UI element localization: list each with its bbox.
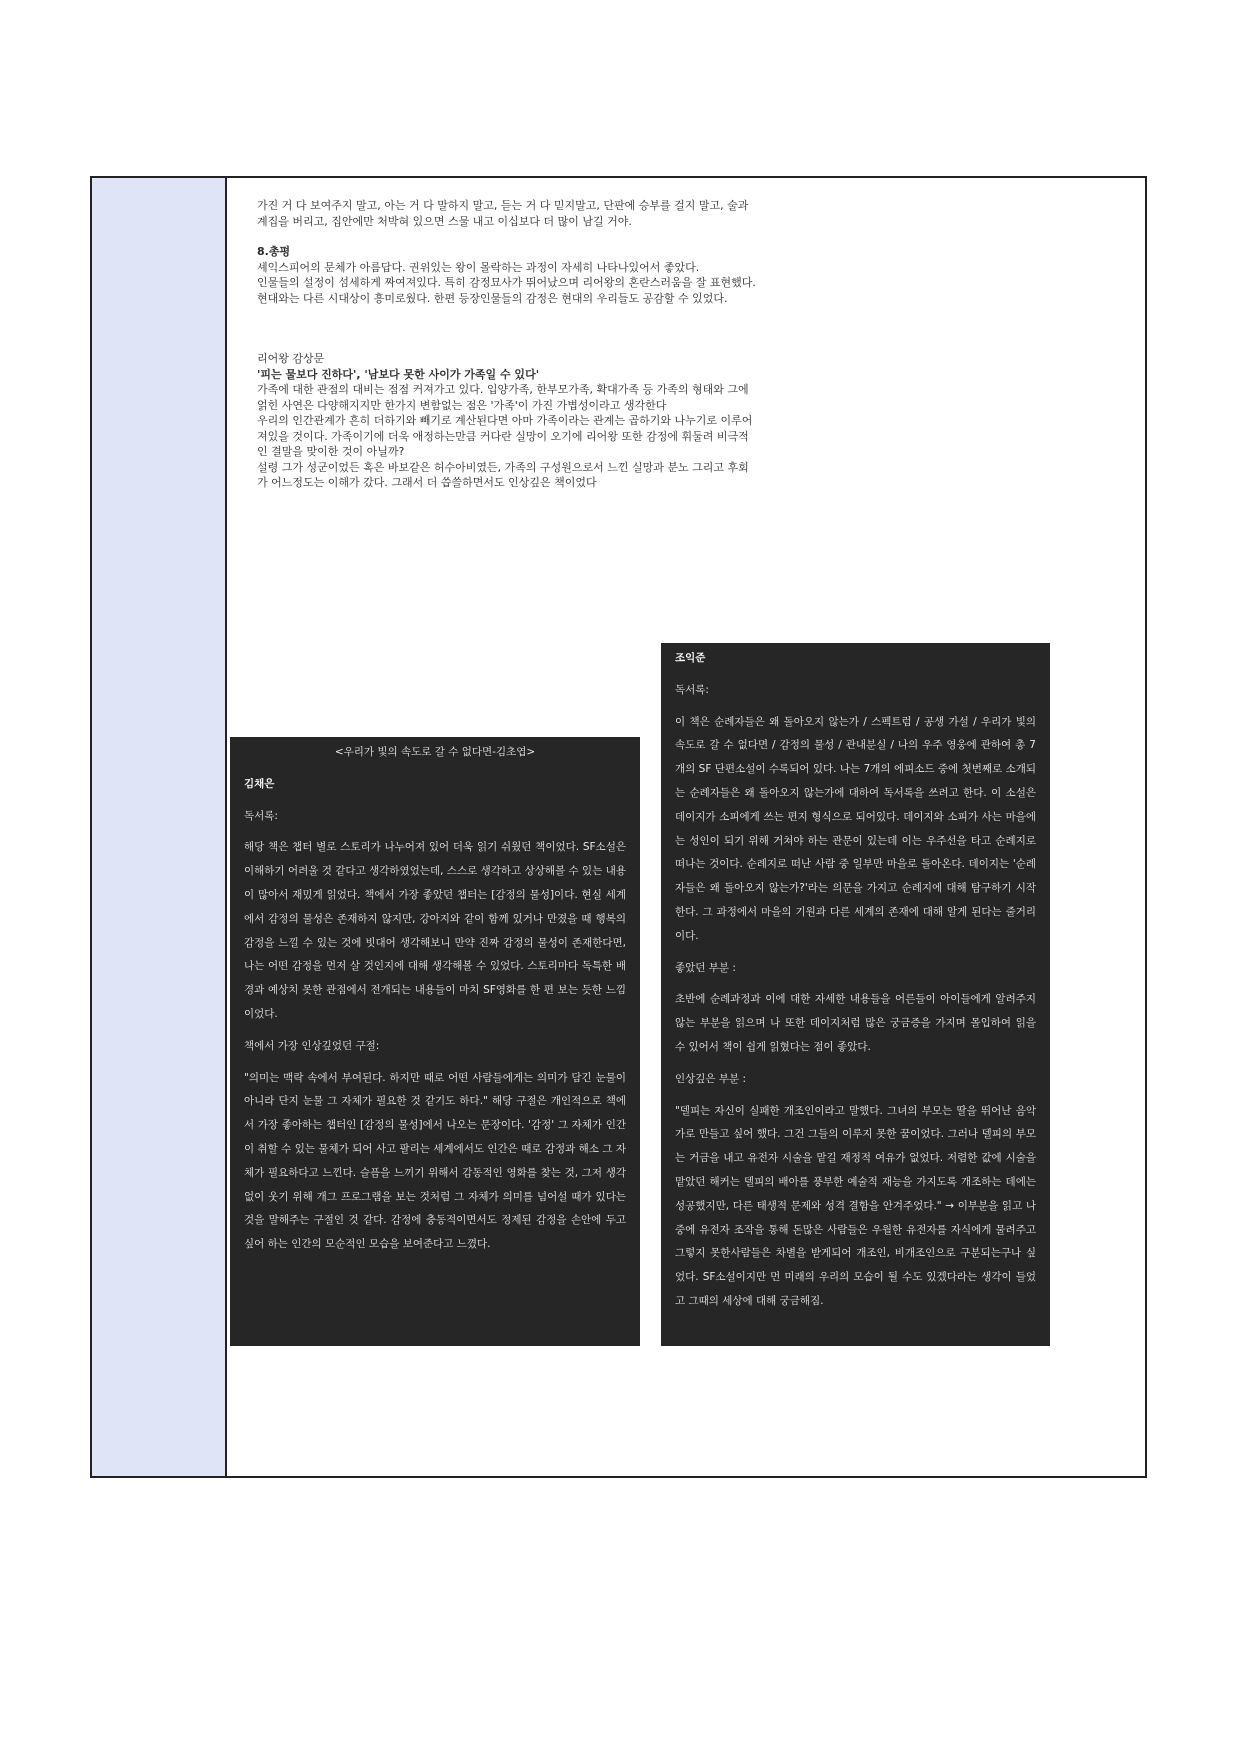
document-frame — [90, 176, 1147, 1478]
book-title: <우리가 빛의 속도로 갈 수 없다면-김초엽> — [334, 746, 536, 758]
record-label: 독서록: — [675, 683, 709, 696]
review-line: 설령 그가 성군이었든 혹은 바보같은 허수아비였든, 가족의 구성원으로서 느낀 실망과 분노 그리고 후회가 어느정도는 이해가 갔다. 그래서 더 씁쓸하면서도 인상깊은 책이었다 — [257, 460, 749, 489]
side-column — [92, 178, 227, 1476]
content-column — [227, 178, 1145, 1476]
review-line: 우리의 인간관계가 흔히 더하기와 빼기로 계산된다면 아마 가족이라는 관계는 곱하기와 나누기로 이루어져있을 것이다. 가족이기에 더욱 애정하는만큼 커다란 실망이 오기에 리어왕 또한 감정에 휘둘려 비극적인 결말을 맞이한 것이 아닐까? — [257, 414, 753, 458]
liked-label: 좋았던 부분 : — [675, 961, 736, 974]
review-line: 가족에 대한 관점의 대비는 점점 커져가고 있다. 입양가족, 한부모가족, 확대가족 등 가족의 형태와 그에 얽힌 사연은 다양해지지만 한가지 변함없는 점은 '가족'이 가진 가볍성이라고 생각한다 — [257, 383, 749, 412]
author-name: 조익준 — [675, 652, 706, 664]
summary-heading: 8.총평 — [257, 245, 291, 258]
record-label: 독서록: — [244, 809, 278, 822]
impressive-text: "델피는 자신이 실패한 개조인이라고 말했다. 그녀의 부모는 딸을 뛰어난 음악가로 만들고 싶어 했다. 그건 그들의 이루지 못한 꿈이었다. 그러나 델피의 부모는 거금을 내고 유전자 시술을 맡길 재정적 여유가 없었다. 저렴한 값에 시술을 맡았던 해커는 델피의 배아를 풍부한 예술적 재능을 가지도록 개조하는 데에는 성공했지만, 다른 태생적 문제와 성격 결함을 안겨주었다." → 이부분을 읽고 나중에 유전자 조작을 통해 돈많은 사람들은 우월한 유전자를 자식에게 물려주고 그렇지 못한사람들은 차별을 받게되어 개조인, 비개조인으로 구분되는구나 싶었다. SF소설이지만 먼 미래의 우리의 모습이 될 수도 있겠다라는 생각이 들었고 그때의 세상에 대해 궁금해짐. — [675, 1104, 1036, 1307]
review-quote: '피는 물보다 진하다', '남보다 못한 사이가 가족일 수 있다' — [257, 367, 540, 381]
quote-label: 책에서 가장 인상깊었던 구절: — [244, 1039, 380, 1052]
intro-paragraph: 가진 거 다 보여주지 말고, 아는 거 다 말하지 말고, 듣는 거 다 믿지말고, 단판에 승부를 걸지 말고, 술과 계집을 버리고, 집안에만 처박혀 있으면 스물 내고 이십보다 더 많이 남길 거야. — [257, 199, 749, 228]
summary-line: 인물들의 설정이 섬세하게 짜여져있다. 특히 감정묘사가 뛰어났으며 리어왕의 혼란스러움을 잘 표현했다. 현대와는 다른 시대상이 흥미로웠다. 한편 등장인물들의 감정은 현대의 우리들도 공감할 수 있었다. — [257, 276, 756, 305]
author-name: 김채은 — [244, 777, 275, 790]
record-text: 이 책은 순례자들은 왜 돌아오지 않는가 / 스펙트럼 / 공생 가설 / 우리가 빛의 속도로 갈 수 없다면 / 감정의 물성 / 관내분실 / 나의 우주 영웅에 관하여 총 7개의 SF 단편소설이 수록되어 있다. 나는 7개의 에피소드 중에 첫번째로 소개되는 순례자들은 왜 돌아오지 않는가에 대하여 독서록을 쓰려고 한다. 이 소설은 데이지가 소피에게 쓰는 편지 형식으로 되어있다. 데이지와 소피가 사는 마을에는 성인이 되기 위해 거쳐야 하는 관문이 있는데 이는 우주선을 타고 순례지로 떠나는 것이다. 순례지로 떠난 사람 중 일부만 마을로 돌아온다. 데이지는 '순례자들은 왜 돌아오지 않는가?'라는 의문을 가지고 순례지에 대해 탐구하기 시작한다. 그 과정에서 마을의 기원과 다른 세계의 존재에 대해 알게 된다는 줄거리이다. — [675, 715, 1036, 942]
record-text: 해당 책은 챕터 별로 스토리가 나누어져 있어 더욱 읽기 쉬웠던 책이었다. SF소설은 이해하기 어려울 것 같다고 생각하였었는데, 스스로 생각하고 상상해볼 수 있는 내용이 많아서 재밌게 읽었다. 책에서 가장 좋았던 챕터는 [감정의 물성]이다. 현실 세계에서 감정의 물성은 존재하지 않지만, 강아지와 같이 함께 있거나 만졌을 때 행복의 감정을 느낄 수 있는 것에 빗대어 생각해보니 만약 진짜 감정의 물성이 존재한다면, 나는 어떤 감정을 먼저 살 것인지에 대해 생각해볼 수 있었다. 스토리마다 독특한 배경과 예상치 못한 관점에서 전개되는 내용들이 마치 SF영화를 한 편 보는 듯한 느낌이었다. — [244, 841, 626, 1020]
review-title: 리어왕 감상문 — [257, 352, 325, 365]
right-review-box — [661, 643, 1050, 1346]
summary-line: 셰익스피어의 문체가 아름답다. 권위있는 왕이 몰락하는 과정이 자세히 나타나있어서 좋았다. — [257, 260, 700, 274]
quote-text: "의미는 맥락 속에서 부여된다. 하지만 때로 어떤 사람들에게는 의미가 담긴 눈물이 아니라 단지 눈물 그 자체가 필요한 것 같기도 하다." 해당 구절은 개인적으로 책에서 가장 좋아하는 챕터인 [감정의 물성]에서 나오는 문장이다. '감정' 그 자체가 인간이 취할 수 있는 물체가 되어 사고 팔리는 세계에서도 인간은 때로 감정과 해소 그 자체가 필요하다고 느낀다. 슬픔을 느끼기 위해서 감동적인 영화를 찾는 것, 그저 생각 없이 웃기 위해 개그 프로그램을 보는 것처럼 그 자체가 의미를 넘어설 때가 있다는 것을 말해주는 구절인 것 같다. 감정에 충동적이면서도 정제된 감정을 손안에 두고 싶어 하는 인간의 모순적인 모습을 보여준다고 느꼈다. — [244, 1071, 626, 1251]
left-review-box — [230, 737, 640, 1346]
impressive-label: 인상깊은 부분 : — [675, 1072, 747, 1085]
liked-text: 초반에 순례과정과 이에 대한 자세한 내용들을 어른들이 아이들에게 알려주지 않는 부분을 읽으며 나 또한 데이지처럼 많은 궁금증을 가지며 몰입하여 읽을 수 있어서 책이 쉽게 읽혔다는 점이 좋았다. — [675, 993, 1036, 1053]
top-text-section — [257, 198, 757, 491]
